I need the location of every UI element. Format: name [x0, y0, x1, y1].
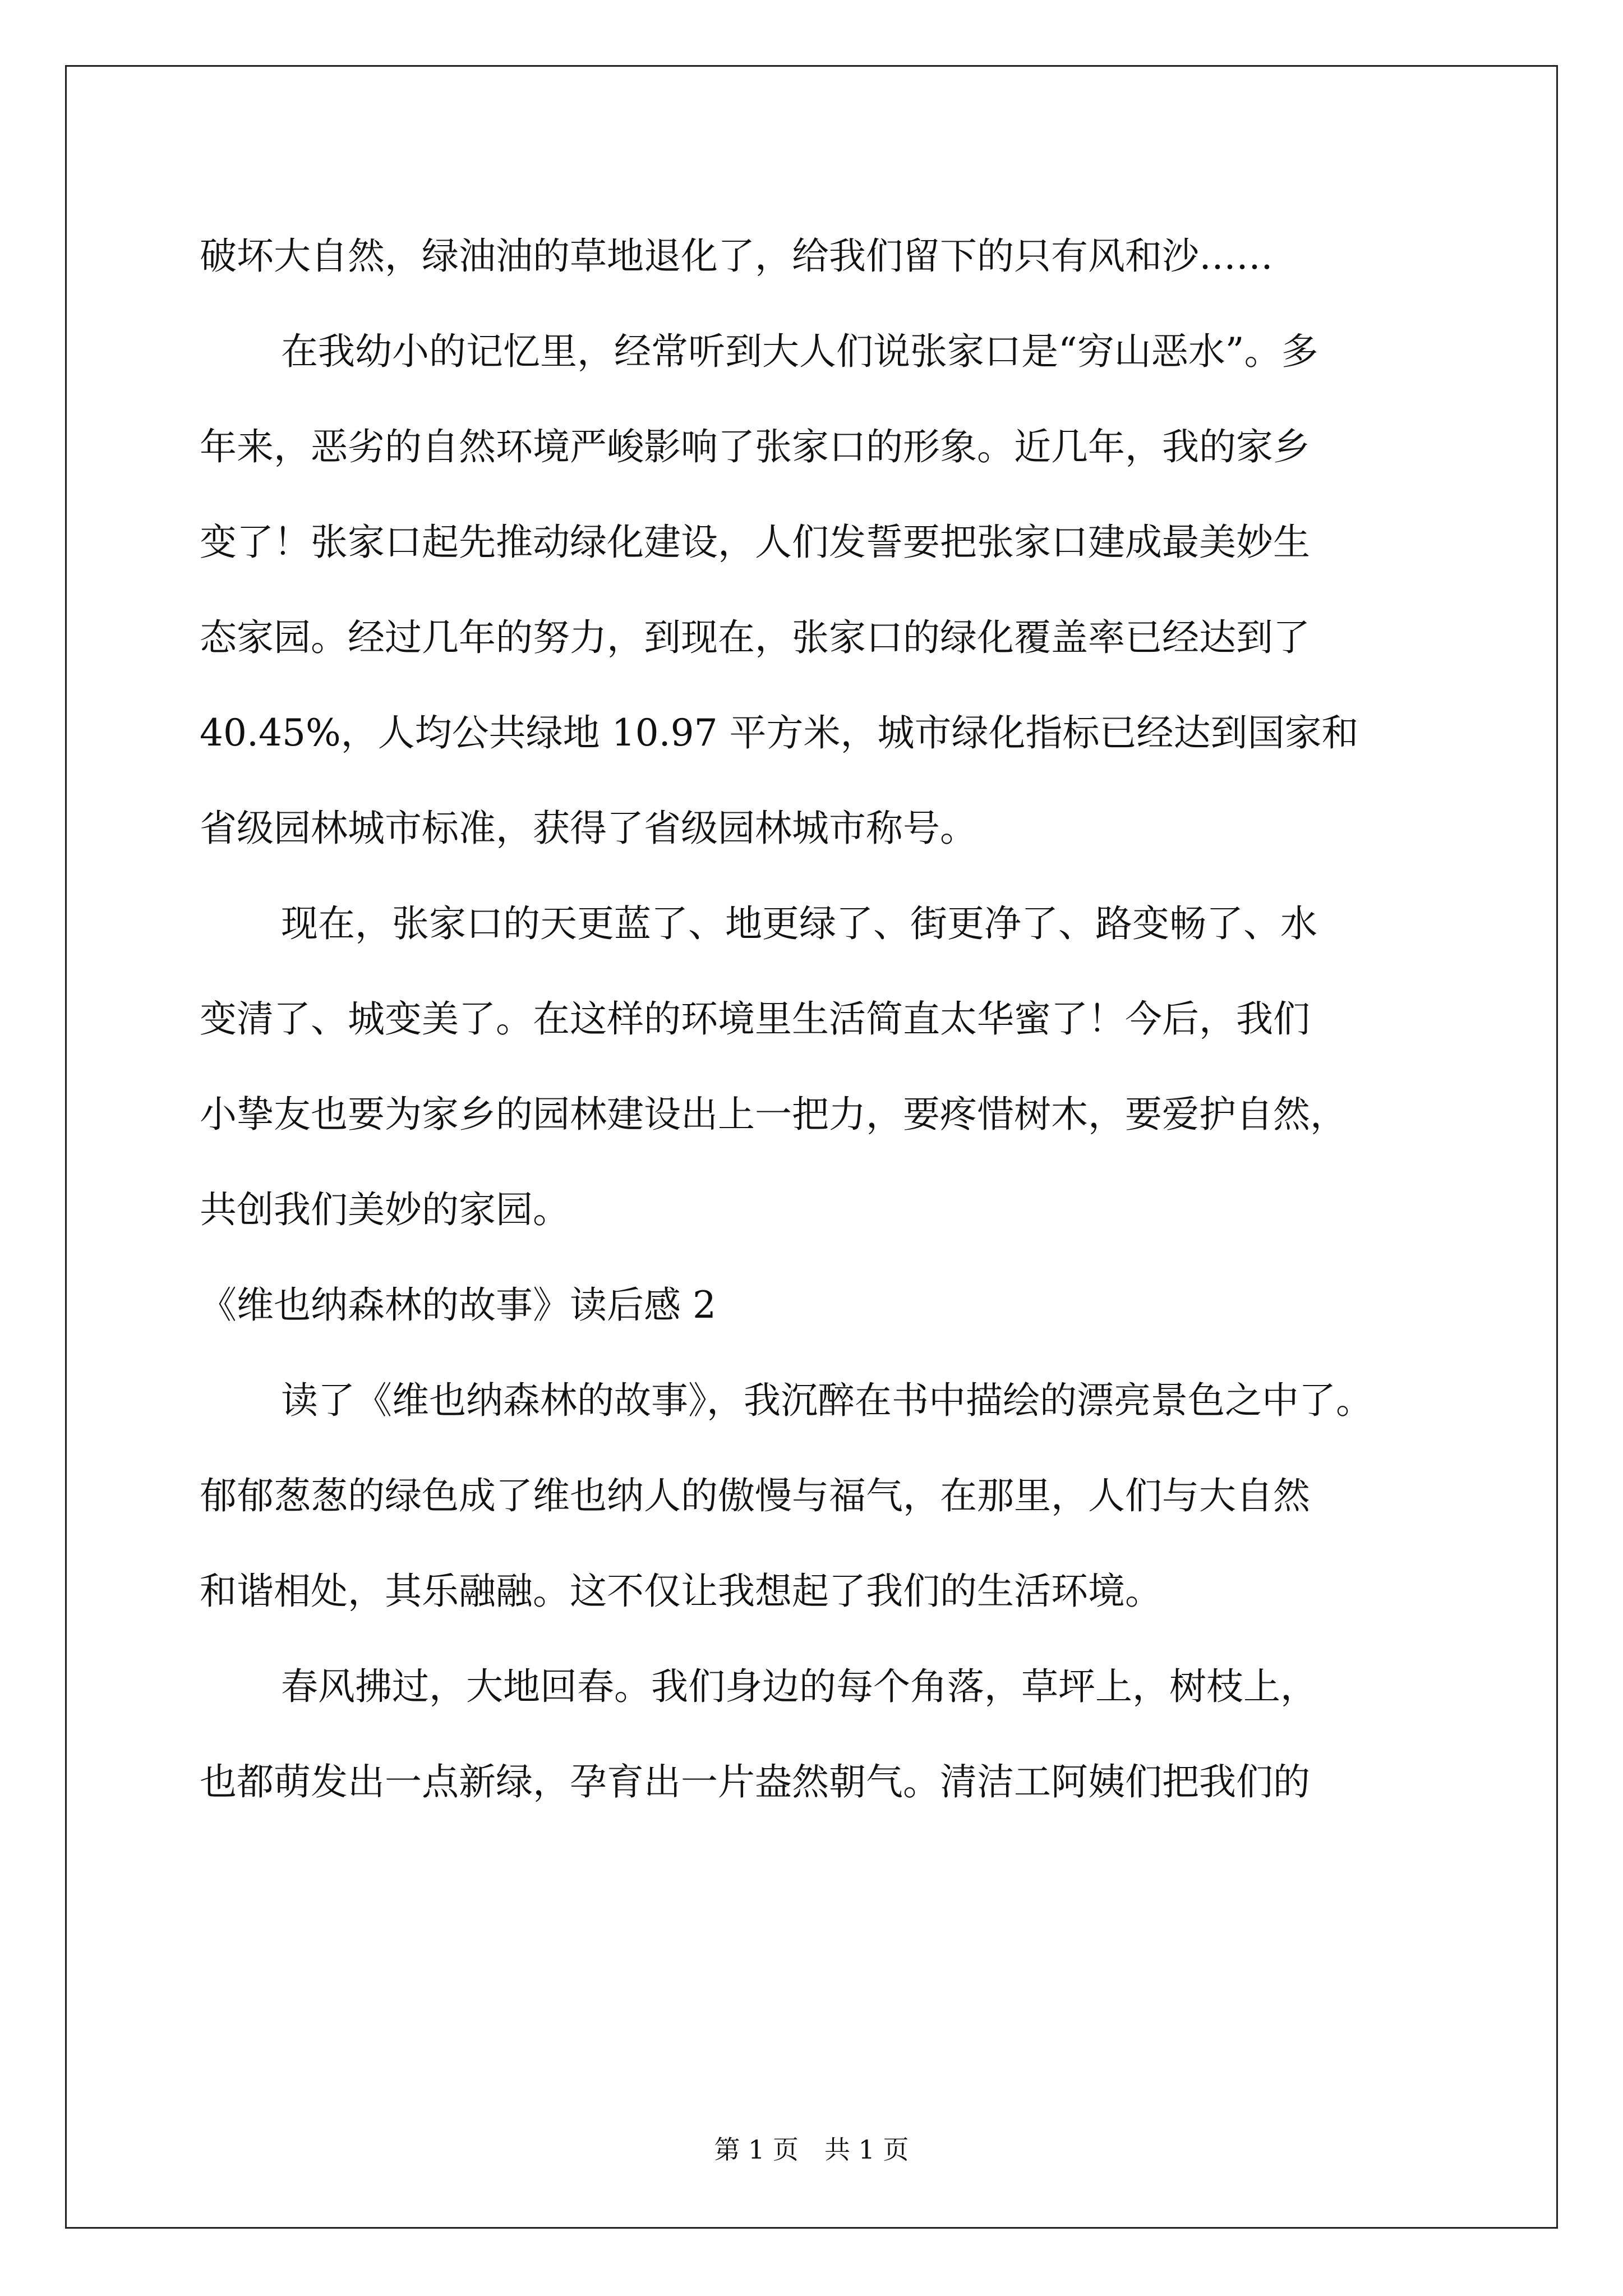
section-heading: 《维也纳森林的故事》读后感 2 — [200, 1283, 716, 1327]
text-line: 40.45%，人均公共绿地 10.97 平方米，城市绿化指标已经达到国家和 — [200, 711, 1359, 754]
text-line: 郁郁葱葱的绿色成了维也纳人的傲慢与福气，在那里，人们与大自然 — [200, 1474, 1310, 1517]
paragraph-start-line: 在我幼小的记忆里，经常听到大人们说张家口是“穷山恶水”。多 — [281, 330, 1318, 373]
document-body — [200, 209, 1433, 1830]
text-line: 破坏大自然，绿油油的草地退化了，给我们留下的只有风和沙…… — [200, 234, 1273, 278]
text-line: 共创我们美妙的家园。 — [200, 1188, 570, 1231]
paragraph-start-line: 读了《维也纳森林的故事》，我沉醉在书中描绘的漂亮景色之中了。 — [281, 1379, 1373, 1422]
paragraph-start-line: 现在，张家口的天更蓝了、地更绿了、街更净了、路变畅了、水 — [281, 902, 1317, 945]
page-footer: 第 1 页 共 1 页 — [714, 2134, 909, 2165]
text-line: 小挚友也要为家乡的园林建设出上一把力，要疼惜树木，要爱护自然， — [200, 1093, 1347, 1136]
text-line: 和谐相处，其乐融融。这不仅让我想起了我们的生活环境。 — [200, 1570, 1162, 1613]
text-line: 变清了、城变美了。在这样的环境里生活简直太华蜜了！今后，我们 — [200, 997, 1310, 1041]
text-line: 态家园。经过几年的努力，到现在，张家口的绿化覆盖率已经达到了 — [200, 616, 1310, 659]
paragraph-start-line: 春风拂过，大地回春。我们身边的每个角落，草坪上，树枝上， — [281, 1665, 1317, 1708]
text-line: 变了！张家口起先推动绿化建设，人们发誓要把张家口建成最美妙生 — [200, 521, 1310, 564]
text-line: 年来，恶劣的自然环境严峻影响了张家口的形象。近几年，我的家乡 — [200, 425, 1310, 468]
text-line: 省级园林城市标准，获得了省级园林城市称号。 — [200, 807, 977, 850]
text-line: 也都萌发出一点新绿，孕育出一片盎然朝气。清洁工阿姨们把我们的 — [200, 1760, 1310, 1803]
